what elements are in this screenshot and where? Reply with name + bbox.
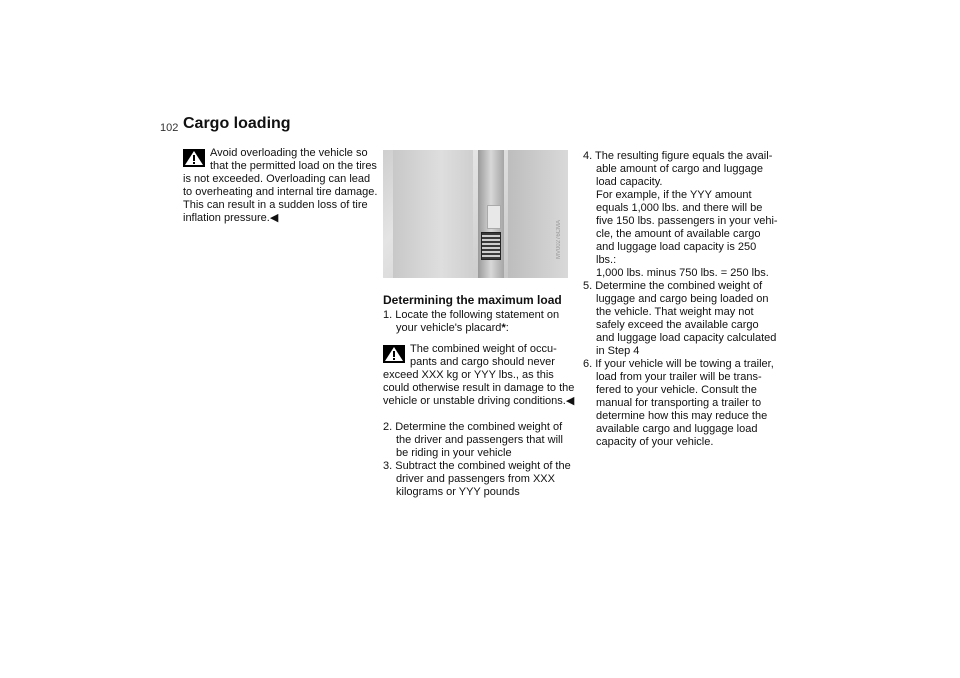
warning-text [183,173,378,225]
warning-text-rest: exceed XXX kg or YYY lbs., as this could otherwise result in damage to the vehicle or unstable driving conditions. [383,369,575,407]
photo-tire-placard [481,232,501,260]
step-4-calculation: 1,000 lbs. minus 750 lbs. = 250 lbs. [596,267,769,279]
step-3: 3. Subtract the combined weight of the driver and passengers from XXX kilograms or YYY pounds [383,460,571,498]
step-4-example: For example, if the YYY amount equals 1,000 lbs. and there will be five 150 lbs. passengers in your vehi-cle, the amount of available cargo and luggage load capacity is 250 lbs.: [596,189,778,266]
warning-text-indented: Avoid overloading the vehicle so that the permitted load on the tires [210,147,377,172]
warning-block [383,343,575,408]
end-mark: ◀ [565,395,575,407]
step-1 [383,309,575,335]
photo-code: MV00276CMA [556,220,562,260]
column-1 [183,147,378,225]
step-1-colon: : [505,322,509,334]
warning-triangle-icon [383,345,405,363]
warning-text-rest: is not exceeded. Overloading can lead to overheating and internal tire damage. This can result in a sudden loss of tire inflation pressure. [183,173,378,224]
page-number: 102 [160,122,179,134]
warning-block [183,147,378,225]
photo-door-latch [487,205,501,229]
warning-text [383,369,575,408]
section-heading: Determining the maximum load [383,293,562,307]
page-title: Cargo loading [183,115,291,132]
door-pillar-placard-photo [383,150,568,278]
step-6: 6. If your vehicle will be towing a trailer, load from your trailer will be trans-fered to your vehicle. Consult the manual for transporting a trailer to determine how this may reduce the available cargo and luggage load capacity of your vehicle. [583,358,774,448]
step-5: 5. Determine the combined weight of luggage and cargo being loaded on the vehicle. That weight may not safely exceed the available cargo and luggage load capacity calculated in Step 4 [583,280,777,357]
photo-door-panel [393,150,473,278]
step-1-text: 1. Locate the following statement on your vehicle's placard [383,309,560,334]
column-3 [583,150,779,449]
step-4: 4. The resulting figure equals the avail-able amount of cargo and luggage load capacity. [583,150,773,188]
option-star: * [501,322,506,334]
end-mark: ◀ [269,212,279,224]
warning-triangle-icon [183,149,205,167]
warning-text-indented: The combined weight of occu-pants and cargo should never [410,343,557,368]
step-2: 2. Determine the combined weight of the driver and passengers that will be riding in your vehicle [383,421,563,459]
column-2 [383,150,575,499]
